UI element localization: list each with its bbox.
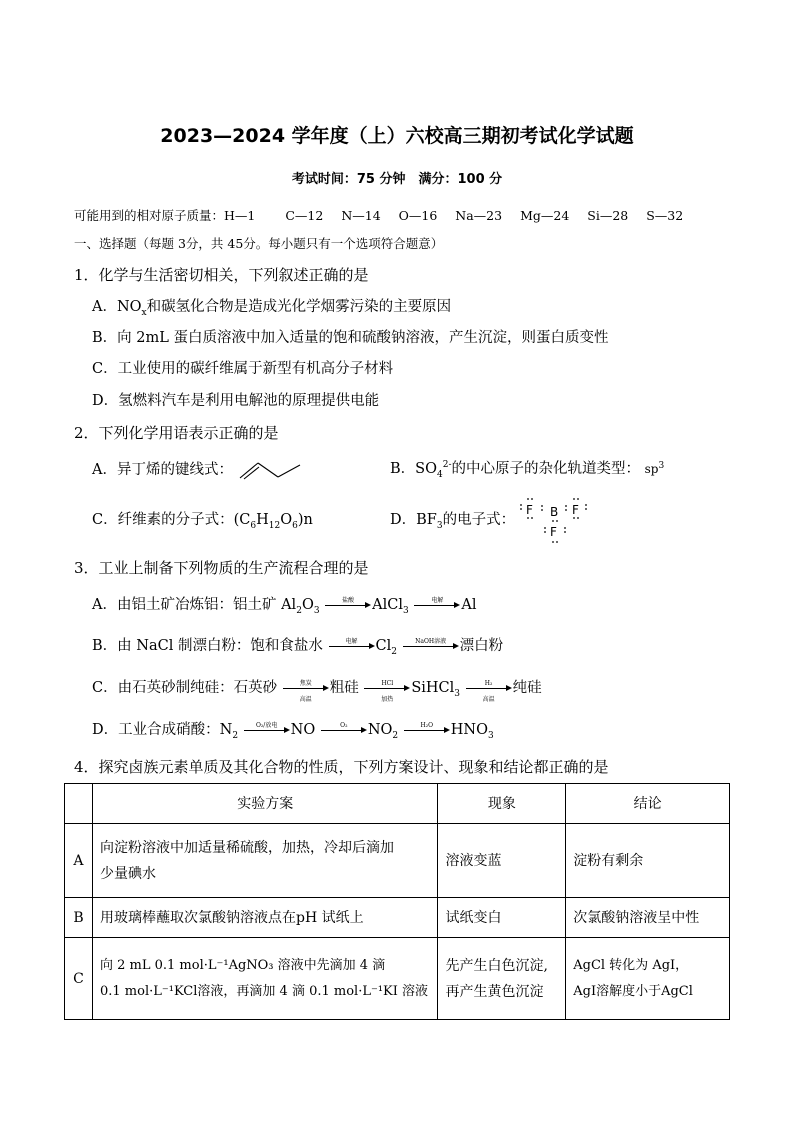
row-label: B	[65, 898, 93, 938]
q2-c-o: O	[280, 512, 293, 528]
arrow-label-bottom: 高温	[299, 696, 312, 703]
reaction-arrow	[329, 639, 375, 653]
reaction-arrow	[414, 598, 460, 612]
q3-a-pre: A．由铝土矿冶炼铝：铝土矿 Al	[92, 597, 297, 613]
q2-c-h: H	[256, 512, 269, 528]
lewis-f-bottom: F	[550, 525, 557, 539]
q2-d-pre: D．BF	[390, 512, 437, 528]
q3-c-s1: 3	[454, 688, 460, 699]
q1-a-pre: A．NO	[92, 299, 142, 315]
q2-option-c	[92, 510, 313, 530]
q3-a-o: O	[301, 597, 314, 613]
q2-d-sub: 3	[436, 520, 443, 531]
plan-cell	[92, 824, 437, 898]
phenomenon-cell: 试纸变白	[438, 898, 566, 938]
q2-c-s2: 12	[268, 520, 281, 531]
q2-b-sub: 4	[436, 469, 443, 480]
page-title: 2023—2024 学年度（上）六校高三期初考试化学试题	[160, 125, 634, 147]
q3-b-pre: B．由 NaCl 制漂白粉：饱和食盐水	[92, 638, 323, 654]
conclusion-line: AgCl 转化为 AgI，	[573, 957, 689, 973]
table-row	[65, 898, 730, 938]
q2-d-post: 的电子式：	[442, 512, 516, 528]
phenomenon-line: 再产生黄色沉淀	[445, 983, 544, 1000]
q3-a-s3: 3	[403, 605, 409, 616]
arrow-label: H₂O	[420, 722, 434, 729]
table-header-cell: 现象	[438, 784, 566, 824]
mass-s: S—32	[646, 208, 684, 223]
mass-h: H—1	[224, 208, 256, 223]
arrow-label: O₂	[340, 722, 348, 729]
section-heading: 一、选择题（每题 3分，共 45分。每小题只有一个选项符合题意）	[74, 236, 444, 251]
q3-d-end: HNO	[450, 722, 488, 738]
lewis-f-left: F	[526, 503, 533, 517]
arrow-label-top: H₂	[484, 680, 493, 687]
q1-a-post: 和碳氢化合物是造成光化学烟雾污染的主要原因	[146, 299, 452, 315]
arrow-label-top: HCl	[381, 680, 394, 687]
table-row	[65, 938, 730, 1020]
q3-d-mid1: NO	[290, 722, 316, 738]
q3-option-d	[92, 720, 494, 740]
row-label: C	[65, 938, 93, 1020]
conclusion-cell: 淀粉有剩余	[566, 824, 730, 898]
arrow-label: NaOH溶液	[415, 638, 447, 645]
phenomenon-cell: 溶液变蓝	[438, 824, 566, 898]
arrow-label-top: 焦炭	[299, 680, 312, 687]
q3-a-end: Al	[461, 597, 477, 613]
reaction-arrow	[403, 639, 459, 653]
reaction-arrow	[321, 723, 367, 737]
reaction-arrow	[364, 680, 410, 703]
mass-si: Si—28	[587, 208, 629, 223]
q2-b-post: 的中心原子的杂化轨道类型：	[451, 461, 640, 477]
q2-c-post: )n	[297, 512, 313, 528]
q2-b-ans-sup: 3	[658, 461, 665, 471]
reaction-arrow	[466, 680, 512, 703]
mass-o: O—16	[398, 208, 438, 223]
q3-d-s1: 2	[232, 730, 239, 741]
q2-option-d	[390, 510, 515, 530]
q3-a-s2: 3	[313, 605, 320, 616]
atomic-masses-label: 可能用到的相对原子质量：	[74, 208, 225, 223]
q1-option-b: B．向 2mL 蛋白质溶液中加入适量的饱和硫酸钠溶液，产生沉淀，则蛋白质变性	[92, 330, 609, 346]
q1-a-sub: x	[141, 307, 147, 318]
arrow-label: O₂/放电	[255, 722, 278, 729]
table-header-cell: 实验方案	[92, 784, 437, 824]
bf3-lewis-structure	[516, 494, 594, 546]
q2-c-s3: 6	[292, 520, 298, 531]
q1-option-a	[92, 297, 451, 317]
q3-a-s1: 2	[296, 605, 302, 616]
experiment-table	[64, 783, 730, 1020]
plan-cell	[92, 938, 437, 1020]
q3-c-end: 纯硅	[512, 680, 542, 696]
reaction-arrow	[325, 598, 371, 612]
q3-c-mid2: SiHCl	[411, 680, 455, 696]
reaction-arrow	[404, 723, 450, 737]
plan-line: 向 2 mL 0.1 mol·L⁻¹AgNO₃ 溶液中先滴加 4 滴	[99, 957, 386, 973]
q2-b-sup: 2-	[442, 460, 452, 471]
q3-b-s1: 2	[391, 646, 398, 657]
q3-c-mid1: 粗硅	[329, 680, 359, 696]
q3-option-c	[92, 678, 542, 703]
q2-stem: 2．下列化学用语表示正确的是	[74, 424, 279, 442]
q3-option-b	[92, 636, 503, 656]
reaction-arrow	[283, 680, 329, 703]
table-header-cell	[65, 784, 93, 824]
plan-cell: 用玻璃棒蘸取次氯酸钠溶液点在pH 试纸上	[92, 898, 437, 938]
q3-option-a	[92, 595, 476, 615]
q2-b-pre: B．SO	[390, 461, 437, 477]
reaction-arrow	[244, 723, 290, 737]
table-header-cell: 结论	[566, 784, 730, 824]
plan-line: 0.1 mol·L⁻¹KCl溶液，再滴加 4 滴 0.1 mol·L⁻¹KI 溶液	[99, 983, 429, 999]
conclusion-cell: 次氯酸钠溶液呈中性	[566, 898, 730, 938]
q3-stem: 3．工业上制备下列物质的生产流程合理的是	[74, 559, 369, 577]
table-row	[65, 824, 730, 898]
mass-na: Na—23	[455, 208, 503, 223]
q3-d-mid2: NO	[367, 722, 393, 738]
phenomenon-line: 先产生白色沉淀,	[445, 957, 548, 974]
conclusion-line: AgI溶解度小于AgCl	[573, 983, 693, 999]
mass-mg: Mg—24	[520, 208, 570, 223]
q2-c-s1: 6	[250, 520, 257, 531]
arrow-label-bottom: 加热	[381, 696, 394, 703]
q1-option-c: C．工业使用的碳纤维属于新型有机高分子材料	[92, 361, 394, 377]
q3-d-s3: 3	[488, 730, 494, 741]
q3-d-s2: 2	[392, 730, 399, 741]
q3-d-pre: D．工业合成硝酸：N	[92, 722, 233, 738]
table-header-row	[65, 784, 730, 824]
mass-c: C—12	[285, 208, 324, 223]
q2-option-a	[92, 459, 304, 481]
isobutene-skeletal-formula	[238, 459, 304, 481]
q2-c-pre: C．纤维素的分子式：(C	[92, 512, 251, 528]
q3-b-end: 漂白粉	[459, 638, 504, 654]
arrow-label: 电解	[345, 638, 358, 645]
q3-a-mid: AlCl	[372, 597, 404, 613]
plan-line: 少量碘水	[99, 865, 156, 882]
plan-line: 向淀粉溶液中加适量稀硫酸，加热，冷却后滴加	[99, 839, 394, 856]
phenomenon-cell	[438, 938, 566, 1020]
q3-c-pre: C．由石英砂制纯硅：石英砂	[92, 680, 278, 696]
row-label: A	[65, 824, 93, 898]
exam-info: 考试时间：75 分钟 满分：100 分	[291, 172, 503, 187]
q1-option-d: D．氢燃料汽车是利用电解池的原理提供电能	[92, 393, 380, 409]
q4-stem: 4．探究卤族元素单质及其化合物的性质，下列方案设计、现象和结论都正确的是	[74, 758, 609, 776]
lewis-f-right: F	[572, 503, 579, 517]
mass-n: N—14	[341, 208, 381, 223]
lewis-b: B	[550, 505, 559, 519]
conclusion-cell	[566, 938, 730, 1020]
arrow-label: 盐酸	[342, 597, 355, 604]
q2-option-b	[390, 459, 664, 479]
q1-stem: 1．化学与生活密切相关，下列叙述正确的是	[74, 266, 369, 284]
q2-a-text: A．异丁烯的键线式：	[92, 462, 233, 478]
q3-b-mid: Cl	[375, 638, 392, 654]
arrow-label-bottom: 高温	[482, 696, 495, 703]
q2-b-answer	[645, 462, 665, 476]
atomic-masses	[74, 206, 683, 226]
arrow-label: 电解	[431, 597, 444, 604]
q2-b-ans: sp	[644, 462, 659, 476]
